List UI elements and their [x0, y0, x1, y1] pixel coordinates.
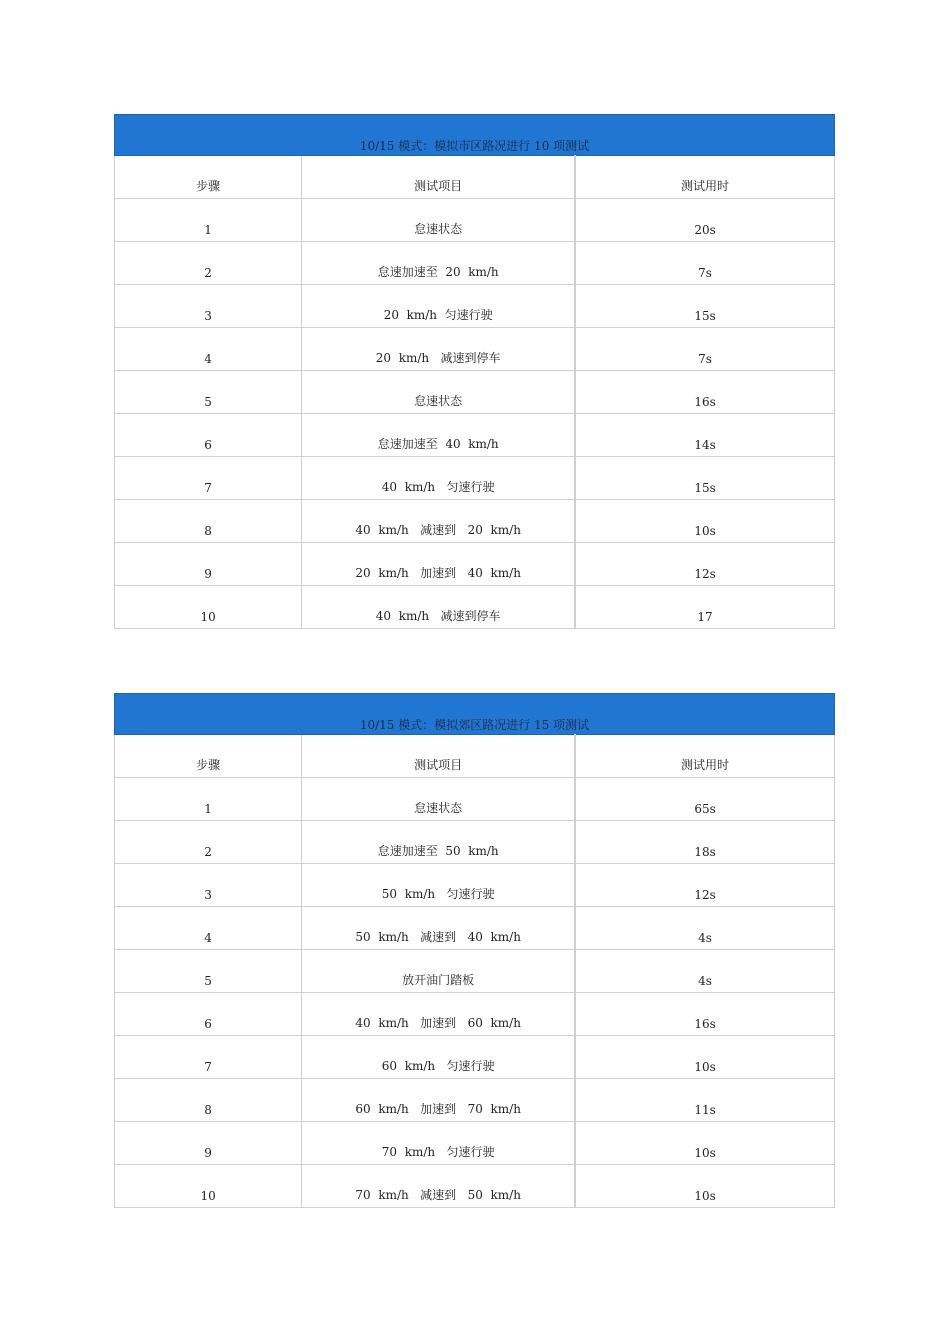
- cell-test-item: 70 km/h 匀速行驶: [302, 1122, 575, 1165]
- table-header-row: [115, 735, 835, 778]
- cell-duration: 16s: [575, 993, 834, 1036]
- table-title: 10/15 模式：模拟郊区路况进行 15 项测试: [115, 694, 835, 735]
- cell-test-item: 40 km/h 减速到停车: [302, 586, 575, 629]
- table-row: [115, 1165, 835, 1208]
- header-step: 步骤: [115, 735, 302, 778]
- cell-step: 1: [115, 778, 302, 821]
- cell-duration: 10s: [575, 1036, 834, 1079]
- cell-test-item: 20 km/h 匀速行驶: [302, 285, 575, 328]
- cell-duration: 12s: [575, 543, 834, 586]
- cell-step: 2: [115, 821, 302, 864]
- cell-test-item: 怠速加速至 40 km/h: [302, 414, 575, 457]
- cell-test-item: 怠速状态: [302, 199, 575, 242]
- cell-duration: 16s: [575, 371, 834, 414]
- table-row: [115, 371, 835, 414]
- table-row: [115, 328, 835, 371]
- cell-step: 5: [115, 950, 302, 993]
- table-row: [115, 950, 835, 993]
- cell-duration: 10s: [575, 1165, 834, 1208]
- cell-test-item: 怠速加速至 50 km/h: [302, 821, 575, 864]
- cell-duration: 10s: [575, 500, 834, 543]
- table-row: [115, 907, 835, 950]
- cell-test-item: 怠速状态: [302, 371, 575, 414]
- cell-step: 7: [115, 1036, 302, 1079]
- suburban-test-table: [114, 693, 835, 1208]
- cell-step: 8: [115, 500, 302, 543]
- cell-test-item: 50 km/h 减速到 40 km/h: [302, 907, 575, 950]
- cell-step: 9: [115, 543, 302, 586]
- table-row: [115, 993, 835, 1036]
- cell-test-item: 怠速加速至 20 km/h: [302, 242, 575, 285]
- cell-duration: 17: [575, 586, 834, 629]
- urban-test-table: [114, 114, 835, 629]
- table-row: [115, 1036, 835, 1079]
- table-body: [115, 199, 835, 629]
- table-row: [115, 543, 835, 586]
- cell-duration: 4s: [575, 950, 834, 993]
- table-row: [115, 1122, 835, 1165]
- table-row: [115, 1079, 835, 1122]
- table-row: [115, 457, 835, 500]
- cell-step: 4: [115, 907, 302, 950]
- table-row: [115, 242, 835, 285]
- cell-test-item: 20 km/h 减速到停车: [302, 328, 575, 371]
- cell-duration: 18s: [575, 821, 834, 864]
- cell-duration: 20s: [575, 199, 834, 242]
- cell-duration: 15s: [575, 285, 834, 328]
- cell-step: 1: [115, 199, 302, 242]
- cell-duration: 7s: [575, 242, 834, 285]
- cell-duration: 7s: [575, 328, 834, 371]
- cell-step: 7: [115, 457, 302, 500]
- table-body: [115, 778, 835, 1208]
- table-title: 10/15 模式：模拟市区路况进行 10 项测试: [115, 115, 835, 156]
- cell-step: 8: [115, 1079, 302, 1122]
- cell-step: 6: [115, 414, 302, 457]
- header-duration: 测试用时: [575, 735, 834, 778]
- cell-duration: 11s: [575, 1079, 834, 1122]
- cell-step: 2: [115, 242, 302, 285]
- header-test-item: 测试项目: [302, 156, 575, 199]
- header-step: 步骤: [115, 156, 302, 199]
- table-title-row: [115, 694, 835, 735]
- table-row: [115, 414, 835, 457]
- table-row: [115, 500, 835, 543]
- cell-duration: 14s: [575, 414, 834, 457]
- cell-test-item: 60 km/h 加速到 70 km/h: [302, 1079, 575, 1122]
- table-row: [115, 864, 835, 907]
- cell-step: 10: [115, 586, 302, 629]
- cell-duration: 65s: [575, 778, 834, 821]
- cell-step: 3: [115, 864, 302, 907]
- cell-step: 5: [115, 371, 302, 414]
- table-title-row: [115, 115, 835, 156]
- cell-step: 10: [115, 1165, 302, 1208]
- cell-duration: 10s: [575, 1122, 834, 1165]
- cell-test-item: 40 km/h 加速到 60 km/h: [302, 993, 575, 1036]
- cell-test-item: 20 km/h 加速到 40 km/h: [302, 543, 575, 586]
- table-row: [115, 778, 835, 821]
- cell-duration: 12s: [575, 864, 834, 907]
- table-row: [115, 821, 835, 864]
- cell-step: 9: [115, 1122, 302, 1165]
- table-row: [115, 285, 835, 328]
- cell-duration: 4s: [575, 907, 834, 950]
- cell-test-item: 怠速状态: [302, 778, 575, 821]
- table-header-row: [115, 156, 835, 199]
- cell-test-item: 40 km/h 减速到 20 km/h: [302, 500, 575, 543]
- cell-step: 4: [115, 328, 302, 371]
- cell-test-item: 放开油门踏板: [302, 950, 575, 993]
- cell-step: 3: [115, 285, 302, 328]
- cell-test-item: 60 km/h 匀速行驶: [302, 1036, 575, 1079]
- cell-duration: 15s: [575, 457, 834, 500]
- table-row: [115, 199, 835, 242]
- header-duration: 测试用时: [575, 156, 834, 199]
- header-test-item: 测试项目: [302, 735, 575, 778]
- cell-test-item: 50 km/h 匀速行驶: [302, 864, 575, 907]
- cell-test-item: 40 km/h 匀速行驶: [302, 457, 575, 500]
- table-row: [115, 586, 835, 629]
- cell-step: 6: [115, 993, 302, 1036]
- cell-test-item: 70 km/h 减速到 50 km/h: [302, 1165, 575, 1208]
